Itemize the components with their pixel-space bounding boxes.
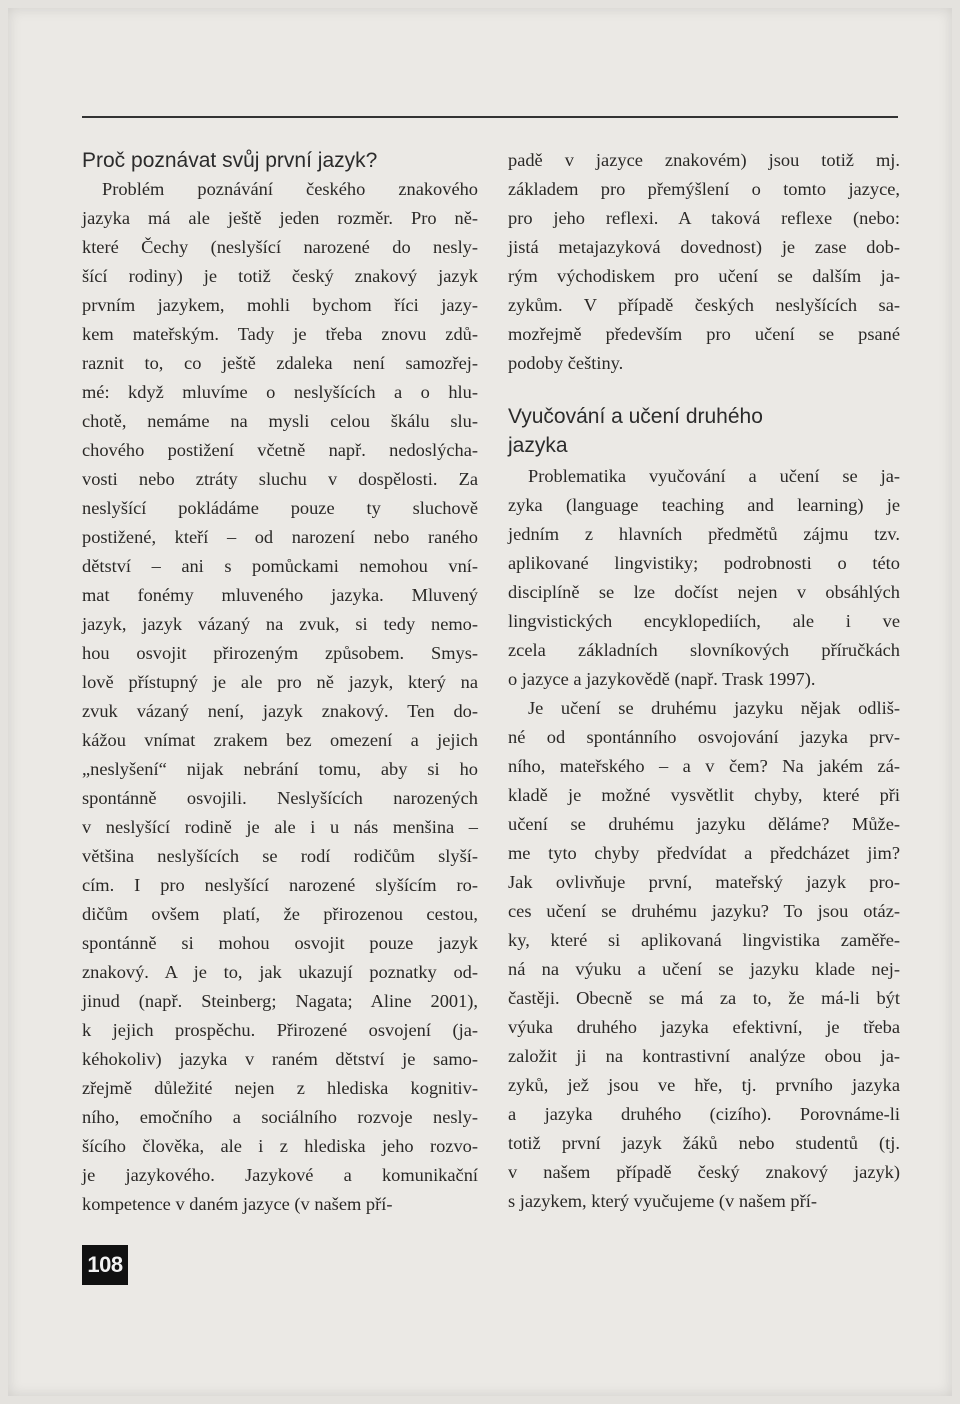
- page-number: 108: [82, 1245, 128, 1285]
- text-line: kem mateřským. Tady je třeba znovu zdů-: [82, 324, 478, 344]
- top-rule: [82, 116, 898, 118]
- text-line: Je učení se druhému jazyku nějak odliš-: [528, 698, 900, 718]
- paragraph: [82, 175, 478, 1219]
- text-line: dičům ovšem platí, že přirozenou cestou,: [82, 904, 478, 924]
- text-line: které Čechy (neslyšící narozené do nesly-: [82, 237, 478, 257]
- text-line: me tyto chyby předvídat a předcházet jim?: [508, 843, 900, 863]
- text-line: padě v jazyce znakovém) jsou totiž mj.: [508, 150, 900, 170]
- text-line: rým východiskem pro učení se dalším ja-: [508, 266, 900, 286]
- text-line: ky, které si aplikovaná lingvistika zaměře-: [508, 930, 900, 950]
- text-line: znakový. A je to, jak ukazují poznatky od-: [82, 962, 478, 982]
- text-line: né od spontánního osvojování jazyka prv-: [508, 727, 900, 747]
- text-line: šícího člověka, ale i z hlediska jeho rozvo-: [82, 1136, 478, 1156]
- text-line: ního, mateřského – a v čem? Na jakém zá-: [508, 756, 900, 776]
- text-line: postižené, kteří – od narození nebo raného: [82, 527, 478, 547]
- text-line: jedním z hlavních předmětů zájmu tzv.: [508, 524, 900, 544]
- text-line: Problém poznávání českého znakového: [102, 179, 478, 199]
- text-line: kéhokoliv) jazyka v raném dětství je samo-: [82, 1049, 478, 1069]
- text-line: zyka (language teaching and learning) je: [508, 495, 900, 515]
- text-line: kompetence v daném jazyce (v našem pří-: [82, 1194, 393, 1214]
- text-line: neslyšící pokládáme pouze ty sluchově: [82, 498, 478, 518]
- text-line: lově přístupný je ale pro ně jazyk, který na: [82, 672, 478, 692]
- text-line: základem pro přemýšlení o tomto jazyce,: [508, 179, 900, 199]
- right-column: [508, 146, 900, 1216]
- text-line: zykům. V případě českých neslyšících sa-: [508, 295, 900, 315]
- text-line: dětství – ani s pomůckami nemohou vní-: [82, 556, 478, 576]
- text-line: v neslyšící rodině je ale i u nás menšina –: [82, 817, 478, 837]
- text-line: chového postižení včetně např. nedoslýcha-: [82, 440, 478, 460]
- text-line: podoby češtiny.: [508, 353, 624, 373]
- text-line: v našem případě český znakový jazyk): [508, 1162, 900, 1182]
- paragraph: [508, 462, 900, 694]
- text-line: totiž první jazyk žáků nebo studentů (tj.: [508, 1133, 900, 1153]
- section-heading: Proč poznávat svůj první jazyk?: [82, 149, 378, 172]
- text-line: jistá metajazyková dovednost) je zase dob-: [508, 237, 900, 257]
- text-line: založit ji na kontrastivní analýze obou ja-: [508, 1046, 900, 1066]
- text-line: Jak ovlivňuje první, mateřský jazyk pro-: [508, 872, 900, 892]
- text-line: výuka druhého jazyka efektivní, je třeba: [508, 1017, 900, 1037]
- text-line: ces učení se druhému jazyku? To jsou otáz-: [508, 901, 900, 921]
- text-line: ná na výuku a učení se jazyku klade nej-: [508, 959, 900, 979]
- section-heading: [508, 402, 900, 460]
- text-line: chotě, nemáme na mysli celou škálu slu-: [82, 411, 478, 431]
- paragraph-continued: [508, 146, 900, 378]
- text-line: mat fonémy mluveného jazyka. Mluvený: [82, 585, 478, 605]
- text-line: spontánně si mohou osvojit pouze jazyk: [82, 933, 478, 953]
- text-line: jinud (např. Steinberg; Nagata; Aline 2001),: [82, 991, 478, 1011]
- text-line: kážou vnímat zrakem bez omezení a jejich: [82, 730, 478, 750]
- text-line: lingvistických encyklopediích, ale i ve: [508, 611, 900, 631]
- text-line: učení se druhému jazyku děláme? Může-: [508, 814, 900, 834]
- text-line: hou osvojit přirozeným způsobem. Smys-: [82, 643, 478, 663]
- text-line: mé: když mluvíme o neslyšících a o hlu-: [82, 382, 478, 402]
- text-line: zřejmě důležité nejen z hlediska kognitiv-: [82, 1078, 478, 1098]
- text-line: šící rodiny) je totiž český znakový jazyk: [82, 266, 478, 286]
- text-line: aplikované lingvistiky; podrobnosti o této: [508, 553, 900, 573]
- text-line: cím. I pro neslyšící narozené slyšícím ro-: [82, 875, 478, 895]
- left-column: [82, 146, 478, 1219]
- text-line: ního, emočního a sociálního rozvoje nesly-: [82, 1107, 478, 1127]
- text-line: s jazykem, který vyučujeme (v našem pří-: [508, 1191, 817, 1211]
- text-line: jazyka: [508, 434, 568, 457]
- paragraph: [508, 694, 900, 1216]
- text-line: a jazyka druhého (cizího). Porovnáme-li: [508, 1104, 900, 1124]
- text-line: Problematika vyučování a učení se ja-: [528, 466, 900, 486]
- text-line: prvním jazykem, mohli bychom říci jazy-: [82, 295, 478, 315]
- text-line: zcela základních slovníkových příručkách: [508, 640, 900, 660]
- text-line: mozřejmě především pro učení se psané: [508, 324, 900, 344]
- text-line: zyků, jež jsou ve hře, tj. prvního jazyka: [508, 1075, 900, 1095]
- text-line: častěji. Obecně se má za to, že má-li být: [508, 988, 900, 1008]
- text-line: k jejich prospěchu. Přirozené osvojení (ja-: [82, 1020, 478, 1040]
- text-line: jazyk, jazyk vázaný na zvuk, si tedy nemo-: [82, 614, 478, 634]
- text-line: spontánně osvojili. Neslyšících narozených: [82, 788, 478, 808]
- text-line: Vyučování a učení druhého: [508, 405, 763, 428]
- text-line: jazyka má ale ještě jeden rozměr. Pro ně-: [82, 208, 478, 228]
- text-line: pro jeho reflexi. A taková reflexe (nebo:: [508, 208, 900, 228]
- text-line: vosti nebo ztráty sluchu v dospělosti. Za: [82, 469, 478, 489]
- text-line: kladě je možné vysvětlit chyby, které při: [508, 785, 900, 805]
- text-line: o jazyce a jazykovědě (např. Trask 1997).: [508, 669, 816, 689]
- text-line: raznit to, co ještě zdaleka není samozřej-: [82, 353, 478, 373]
- text-line: „neslyšení“ nijak nebrání tomu, aby si ho: [82, 759, 478, 779]
- text-line: většina neslyšících se rodí rodičům slyší-: [82, 846, 478, 866]
- text-line: je jazykového. Jazykové a komunikační: [82, 1165, 478, 1185]
- text-line: zvuk vázaný není, jazyk znakový. Ten do-: [82, 701, 478, 721]
- text-line: disciplíně se lze dočíst nejen v obsáhlých: [508, 582, 900, 602]
